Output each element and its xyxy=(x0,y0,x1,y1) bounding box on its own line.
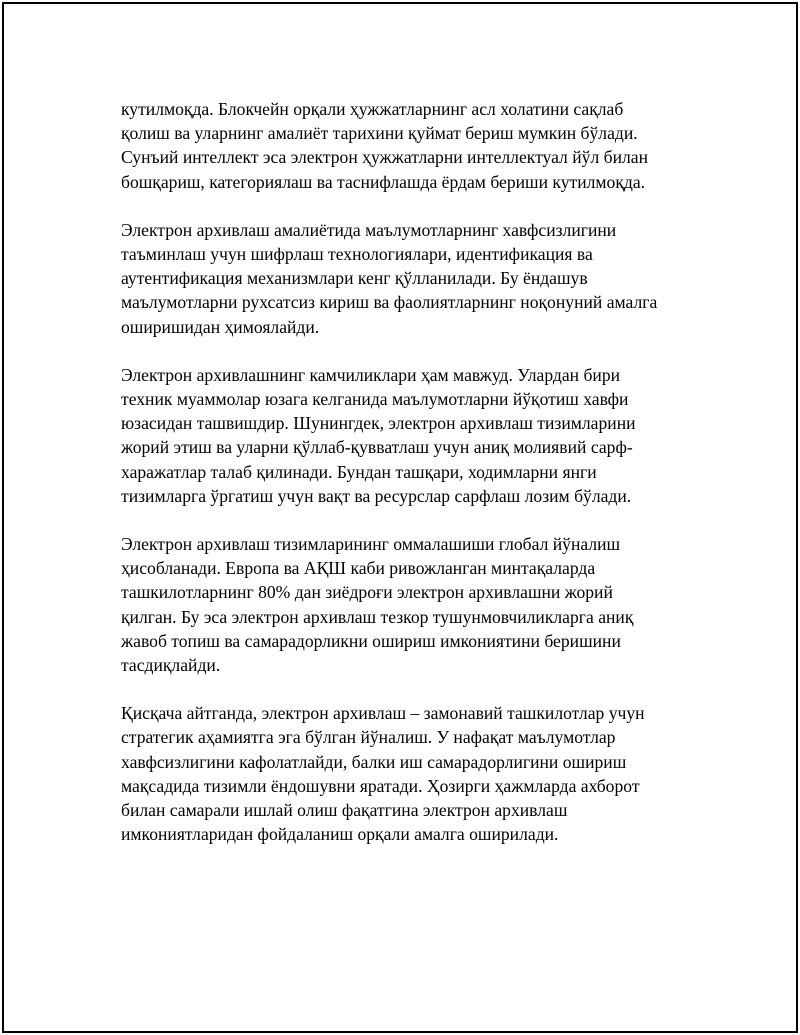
text-line: қолиш ва уларнинг амалиёт тарихини қуймат бериш мумкин бўлади. xyxy=(121,123,638,144)
text-line: Электрон архивлаш амалиётида маълумотларнинг хавфсизлигини xyxy=(121,219,617,240)
paragraph xyxy=(121,363,681,508)
text-line: аутентификация механизмлари кенг қўлланилади. Бу ёндашув xyxy=(121,268,588,289)
text-line: стратегик аҳамиятга эга бўлган йўналиш. У нафақат маълумотлар xyxy=(121,727,616,748)
text-line: Электрон архивлашнинг камчиликлари ҳам мавжуд. Улардан бири xyxy=(121,364,621,385)
text-line: тизимларга ўргатиш учун вақт ва ресурслар сарфлаш лозим бўлади. xyxy=(121,485,632,506)
text-line: юзасидан ташвишдир. Шунингдек, электрон архивлаш тизимларини xyxy=(121,413,636,434)
paragraph xyxy=(121,701,681,846)
text-line: маълумотларни рухсатсиз кириш ва фаолиятларнинг ноқонуний амалга xyxy=(121,292,658,313)
text-line: Электрон архивлаш тизимларининг оммалашиши глобал йўналиш xyxy=(121,534,621,555)
text-line: хавфсизлигини кафолатлайди, балки иш самарадорлигини ошириш xyxy=(121,751,627,772)
text-line: техник муаммолар юзага келганида маълумотларни йўқотиш хавфи xyxy=(121,389,629,410)
document-body xyxy=(121,97,681,870)
text-line: билан самарали ишлай олиш фақатгина электрон архивлаш xyxy=(121,800,568,821)
text-line: жорий этиш ва уларни қўллаб-қувватлаш учун аниқ молиявий сарф- xyxy=(121,437,633,458)
paragraph xyxy=(121,532,681,677)
text-line: ташкилотларнинг 80% дан зиёдроғи электрон архивлашни жорий xyxy=(121,582,613,603)
paragraph xyxy=(121,97,681,194)
text-line: тасдиқлайди. xyxy=(121,655,221,676)
text-line: бошқариш, категориялаш ва таснифлашда ёрдам бериши кутилмоқда. xyxy=(121,171,646,192)
text-line: Қисқача айтганда, электрон архивлаш – замонавий ташкилотлар учун xyxy=(121,703,645,724)
text-line: мақсадида тизимли ёндошувни яратади. Ҳозирги ҳажмларда ахборот xyxy=(121,775,640,796)
document-page xyxy=(2,2,798,1033)
text-line: таъминлаш учун шифрлаш технологиялари, идентификация ва xyxy=(121,244,593,265)
text-line: қилган. Бу эса электрон архивлаш тезкор тушунмовчиликларга аниқ xyxy=(121,606,634,627)
text-line: Сунъий интеллект эса электрон ҳужжатларни интеллектуал йўл билан xyxy=(121,147,648,168)
text-line: оширишидан ҳимоялайди. xyxy=(121,316,320,337)
text-line: имкониятларидан фойдаланиш орқали амалга оширилади. xyxy=(121,824,559,845)
text-line: харажатлар талаб қилинади. Бундан ташқари, ходимларни янги xyxy=(121,461,597,482)
text-line: ҳисобланади. Европа ва АҚШ каби ривожланган минтақаларда xyxy=(121,558,596,579)
text-line: кутилмоқда. Блокчейн орқали ҳужжатларнинг асл холатини сақлаб xyxy=(121,99,624,119)
paragraph xyxy=(121,218,681,339)
text-line: жавоб топиш ва самарадорликни ошириш имкониятини беришини xyxy=(121,630,621,651)
